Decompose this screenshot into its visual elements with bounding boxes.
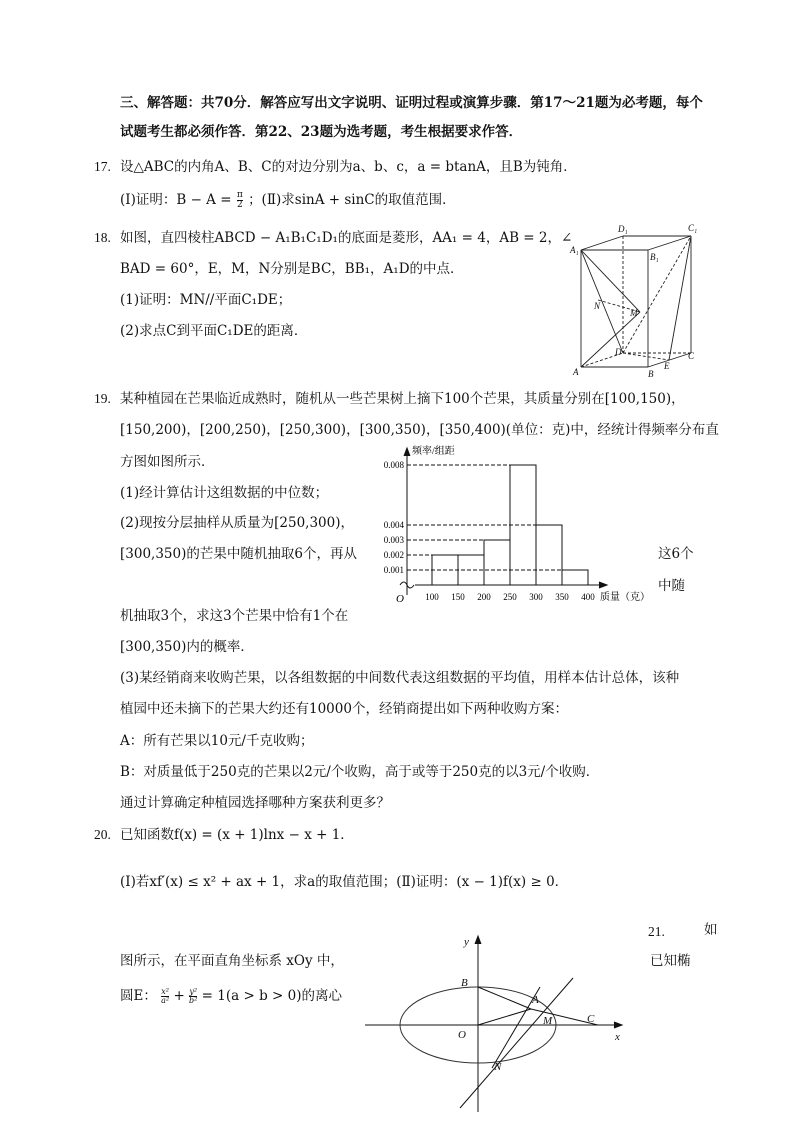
q19-part2c: 这6个	[658, 546, 694, 562]
histogram-bar	[562, 570, 588, 585]
q19-line2: [150,200)，[200,250)，[250,300)，[300,350)，[350,400)(单位：克)中，经统计得频率分布直	[120, 422, 719, 438]
q19-part3a: (3)某经销商来收购芒果，以各组数据的中间数代表这组数据的平均值，用样本估计总体，该种	[120, 670, 680, 686]
histogram-xtick-label: 350	[555, 592, 569, 602]
prism-label-b1: B₁	[650, 252, 659, 262]
ellipse-figure	[360, 930, 630, 1115]
q17-line1: 设△ABC的内角A、B、C的对边分别为a、b、c，a = btanA，且B为钝角．	[120, 159, 577, 175]
q21-right2: 已知椭	[650, 953, 691, 969]
q18-line4: (2)求点C到平面C₁DE的距离．	[120, 323, 308, 339]
q21-frac-x-den: a²	[161, 996, 170, 1005]
q19-part3b: 植园中还未摘下的芒果大约还有10000个，经销商提出如下两种收购方案：	[120, 701, 568, 717]
q21-line1: 图所示，在平面直角坐标系 xOy 中，	[120, 953, 344, 969]
q19-question: 通过计算确定种植园选择哪种方案获利更多？	[120, 795, 390, 811]
q17-fraction	[237, 191, 243, 210]
q19-part2f: [300,350)内的概率．	[120, 639, 254, 655]
histogram-xtick-label: 300	[529, 592, 543, 602]
ellipse-label-o: O	[458, 1029, 466, 1041]
ellipse-label-c: C	[587, 1013, 595, 1025]
histogram-xtick-label: 100	[425, 592, 439, 602]
histogram-bar	[536, 525, 562, 585]
ellipse-label-a: A	[532, 994, 539, 1006]
q21-line2-end: = 1(a > b > 0)的离心	[201, 988, 342, 1004]
prism-figure	[568, 220, 708, 380]
q18-number: 18.	[94, 230, 111, 245]
q17-line2-start: (Ⅰ)证明：B − A =	[120, 192, 232, 208]
histogram-chart	[360, 440, 660, 610]
histogram-xtick-label: 150	[451, 592, 465, 602]
histogram-xtick-label: 400	[581, 592, 595, 602]
ellipse-label-b: B	[461, 977, 468, 989]
ellipse-label-y: y	[464, 936, 469, 948]
q21-plus: +	[173, 988, 185, 1004]
q17-frac-num: π	[236, 190, 243, 200]
q19-part2b: [300,350)的芒果中随机抽取6个，再从	[120, 546, 357, 562]
q17-frac-den: 2	[236, 200, 243, 210]
q17-line2-end: ；(Ⅱ)求sinA + sinC的取值范围．	[248, 192, 456, 208]
histogram-xlabel: 质量（克）	[600, 592, 650, 603]
prism-label-m: M	[630, 308, 638, 318]
q19-line3: 方图如图所示．	[120, 454, 215, 470]
q20-number: 20.	[94, 827, 111, 842]
histogram-origin: O	[396, 593, 404, 605]
histogram-xtick-label: 250	[503, 592, 517, 602]
q17-line2	[120, 190, 456, 210]
q21-line2-start: 圆E：	[120, 988, 157, 1004]
q21-right1: 如	[704, 922, 718, 938]
q21-frac-x	[161, 988, 169, 1005]
prism-label-b: B	[648, 369, 654, 379]
q18-line3: (1)证明：MN//平面C₁DE；	[120, 292, 292, 308]
q18-line2: BAD = 60°，E，M，N分别是BC，BB₁，A₁D的中点．	[120, 261, 464, 277]
q19-part1: (1)经计算估计这组数据的中位数；	[120, 485, 329, 501]
q17-number: 17.	[94, 159, 111, 174]
prism-label-d1: D₁	[618, 224, 628, 234]
prism-label-a1: A₁	[570, 245, 579, 255]
histogram-xtick-label: 200	[477, 592, 491, 602]
histogram-bar	[484, 540, 510, 585]
prism-label-d: D	[615, 347, 622, 357]
q19-part2d: 中随	[658, 578, 685, 594]
prism-label-c: C	[688, 351, 695, 361]
prism-label-e: E	[664, 361, 670, 371]
histogram-ylabel: 频率/组距	[412, 446, 455, 457]
histogram-ytick-label: 0.001	[383, 565, 404, 575]
q19-number: 19.	[94, 391, 111, 406]
q19-plan-b: B：对质量低于250克的芒果以2元/个收购，高于或等于250克的以3元/个收购．	[120, 764, 600, 780]
q20-line1: 已知函数f(x) = (x + 1)lnx − x + 1．	[120, 827, 354, 843]
q21-line2	[120, 986, 342, 1006]
section-header-line1: 三、解答题：共70分．解答应写出文字说明、证明过程或演算步骤．第17～21题为必考题，每个	[120, 95, 703, 111]
q21-frac-y	[189, 988, 197, 1005]
q19-line1: 某种植园在芒果临近成熟时，随机从一些芒果树上摘下100个芒果，其质量分别在[100,150)，	[120, 391, 685, 407]
ellipse-label-n: N	[494, 1061, 502, 1073]
histogram-ytick-label: 0.004	[383, 520, 404, 530]
q21-frac-y-den: b²	[189, 996, 198, 1005]
q21-frac-x-num: x²	[161, 987, 169, 996]
q18-line1: 如图，直四棱柱ABCD − A₁B₁C₁D₁的底面是菱形，AA₁ = 4，AB = 2，∠	[120, 230, 573, 246]
q21-number: 21.	[648, 924, 665, 939]
prism-label-n: N	[594, 301, 601, 311]
q19-plan-a: A：所有芒果以10元/千克收购；	[120, 733, 314, 749]
ellipse-label-x: x	[615, 1031, 620, 1043]
section-header-line2: 试题考生都必须作答．第22、23题为选考题，考生根据要求作答．	[120, 124, 523, 140]
q20-line2: (Ⅰ)若xf′(x) ≤ x² + ax + 1，求a的取值范围；(Ⅱ)证明：(x − 1)f(x) ≥ 0．	[120, 874, 569, 890]
ellipse-label-m: M	[543, 1015, 553, 1027]
histogram-ytick-label: 0.002	[383, 550, 404, 560]
prism-label-a: A	[573, 367, 579, 377]
histogram-ytick-label: 0.003	[383, 535, 404, 545]
q21-frac-y-num: y²	[189, 987, 198, 996]
q19-part2e: 机抽取3个，求这3个芒果中恰有1个在	[120, 608, 349, 624]
histogram-ytick-label: 0.008	[383, 460, 404, 470]
prism-label-c1: C₁	[688, 223, 698, 233]
q19-part2: (2)现按分层抽样从质量为[250,300)，	[120, 515, 354, 531]
